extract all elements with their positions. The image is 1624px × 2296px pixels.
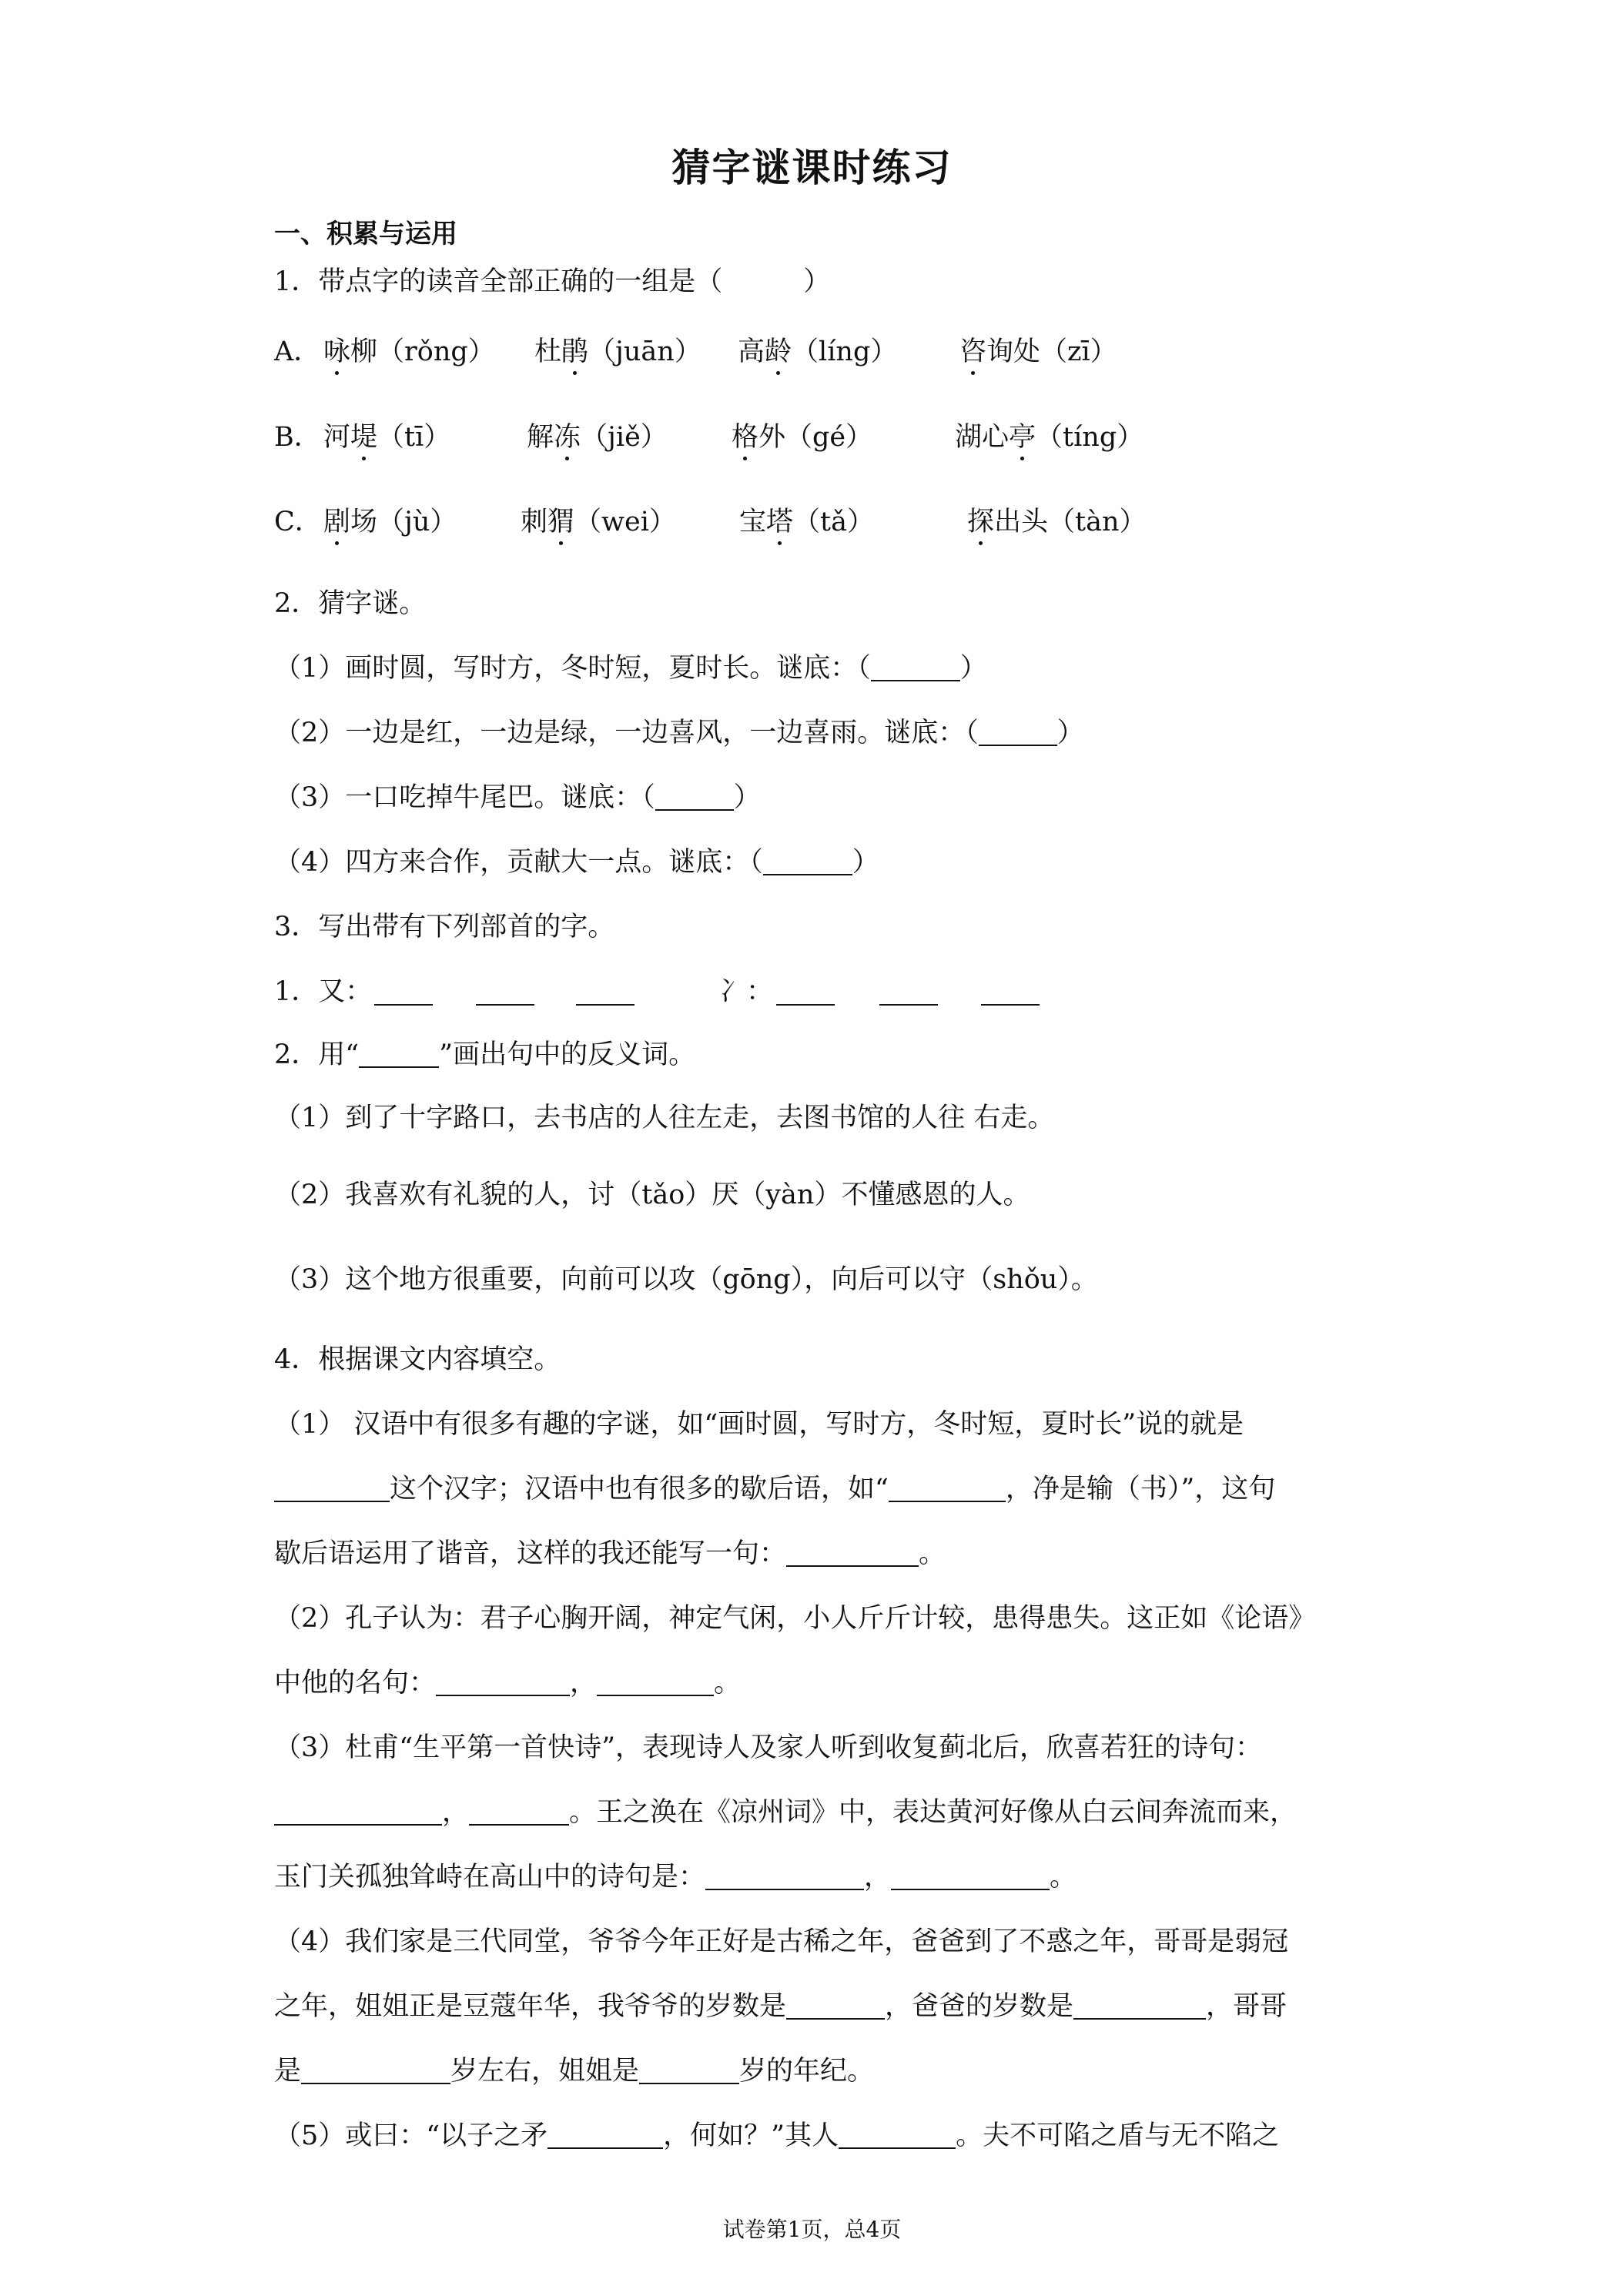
q1-stem: 1．带点字的读音全部正确的一组是（ ） [274, 266, 831, 297]
answer-blank[interactable] [705, 1863, 864, 1890]
answer-blank[interactable] [436, 1668, 570, 1696]
q2-stem: 2．猜字谜。 [274, 588, 427, 619]
answer-blank[interactable] [786, 1992, 885, 2020]
antonym-instruction: 2．用“ ”画出句中的反义词。 [274, 1039, 696, 1070]
q4-paragraph-line: 之年，姐姐正是豆蔻年华，我爷爷的岁数是 ，爸爸的岁数是 ，哥哥 [274, 1991, 1287, 2022]
sentence-item: （3）这个地方很重要，向前可以攻（gōng），向后可以守（shǒu）。 [274, 1264, 1098, 1295]
riddle-item: （3）一口吃掉牛尾巴。谜底：（ ） [274, 782, 761, 813]
page-footer: 试卷第1页，总4页 [722, 2217, 902, 2242]
answer-blank[interactable] [776, 978, 835, 1006]
answer-blank[interactable] [301, 2057, 450, 2084]
answer-blank[interactable] [274, 1474, 390, 1502]
option-item: 宝塔（tǎ） [739, 507, 874, 537]
q4-paragraph-line: （2）孔子认为：君子心胸开阔，神定气闲，小人斤斤计较，患得患失。这正如《论语》 [274, 1603, 1316, 1634]
q4-paragraph-line: 这个汉字；汉语中也有很多的歇后语，如“ ，净是输（书）”，这句 [274, 1472, 1275, 1506]
answer-blank[interactable] [597, 1668, 714, 1696]
q4-paragraph-line: 中他的名句： ， 。 [274, 1668, 742, 1699]
answer-blank[interactable] [879, 978, 938, 1006]
q3-stem: 3．写出带有下列部首的字。 [274, 912, 615, 942]
q4-paragraph-line: （5）或曰：“以子之矛 ，何如？”其人 。夫不可陷之盾与无不陷之 [274, 2120, 1280, 2151]
q4-paragraph-line: （4）我们家是三代同堂，爷爷今年正好是古稀之年，爸爸到了不惑之年，哥哥是弱冠 [274, 1926, 1289, 1957]
option-item: 剧场（jù） [323, 507, 457, 537]
answer-blank[interactable] [763, 848, 852, 875]
answer-blank[interactable] [374, 978, 433, 1006]
q1-option-a: A． 咏柳（rǒng） 杜鹃（juān） 高龄（líng） 咨询处（zī） [274, 336, 1117, 367]
riddle-item: （1）画时圆，写时方，冬时短，夏时长。谜底：（ ） [274, 653, 987, 684]
answer-blank[interactable] [274, 1798, 442, 1826]
answer-blank[interactable] [576, 978, 635, 1006]
sentence-item: （2）我喜欢有礼貌的人，讨（tǎo）厌（yàn）不懂感恩的人。 [274, 1180, 1030, 1210]
section-heading: 一、积累与运用 [274, 219, 457, 249]
sentence-item: （1）到了十字路口，去书店的人往左走，去图书馆的人往 右走。 [274, 1103, 1055, 1133]
option-item: 咨询处（zī） [959, 336, 1117, 367]
q4-paragraph-line: 歇后语运用了谐音，这样的我还能写一句： 。 [274, 1538, 946, 1569]
q1-option-b: B． 河堤（tī） 解冻（jiě） 格外（gé） 湖心亭（tíng） [274, 422, 1144, 453]
answer-blank[interactable] [655, 783, 734, 811]
answer-blank[interactable] [476, 978, 534, 1006]
answer-blank[interactable] [469, 1798, 569, 1826]
q4-stem: 4．根据课文内容填空。 [274, 1344, 561, 1375]
option-item: 杜鹃（juān） [534, 336, 702, 367]
q4-paragraph-line: 玉门关孤独耸峙在高山中的诗句是： ， 。 [274, 1862, 1077, 1893]
option-item: 湖心亭（tíng） [955, 422, 1144, 453]
answer-blank[interactable] [1073, 1992, 1206, 2020]
option-item: 咏柳（rǒng） [323, 336, 495, 367]
option-item: 高龄（líng） [738, 336, 898, 367]
answer-blank[interactable] [979, 718, 1057, 746]
answer-blank[interactable] [839, 2121, 956, 2149]
page-title: 猜字谜课时练习 [671, 146, 953, 190]
option-item: 刺猬（wei） [521, 507, 676, 537]
option-item: 河堤（tī） [323, 422, 451, 453]
answer-blank[interactable] [547, 2121, 663, 2149]
answer-blank[interactable] [981, 978, 1040, 1006]
option-item: 解冻（jiě） [527, 422, 668, 453]
underline-sample [359, 1040, 439, 1068]
q4-paragraph-line: （3）杜甫“生平第一首快诗”，表现诗人及家人听到收复蓟北后，欣喜若狂的诗句： [274, 1732, 1263, 1763]
answer-blank[interactable] [786, 1539, 919, 1567]
option-item: 探出头（tàn） [967, 507, 1147, 537]
q4-paragraph-line: （1） 汉语中有很多有趣的字谜，如“画时圆，写时方，冬时短，夏时长”说的就是 [274, 1409, 1244, 1440]
answer-blank[interactable] [871, 654, 960, 681]
radical-row: 1．又： 冫： [274, 975, 372, 1009]
option-item: 格外（gé） [732, 422, 873, 453]
q1-option-c: C． 剧场（jù） 刺猬（wei） 宝塔（tǎ） 探出头（tàn） [274, 507, 1147, 537]
q4-paragraph-line: 是 岁左右，姐姐是 岁的年纪。 [274, 2056, 875, 2087]
q4-paragraph-line: ， 。王之涣在《凉州词》中，表达黄河好像从白云间奔流而来， [274, 1796, 1297, 1829]
answer-blank[interactable] [889, 1474, 1006, 1502]
riddle-item: （2）一边是红，一边是绿，一边喜风，一边喜雨。谜底：（ ） [274, 718, 1084, 748]
answer-blank[interactable] [639, 2057, 739, 2084]
riddle-item: （4）四方来合作，贡献大一点。谜底：（ ） [274, 847, 879, 878]
answer-blank[interactable] [891, 1863, 1050, 1890]
